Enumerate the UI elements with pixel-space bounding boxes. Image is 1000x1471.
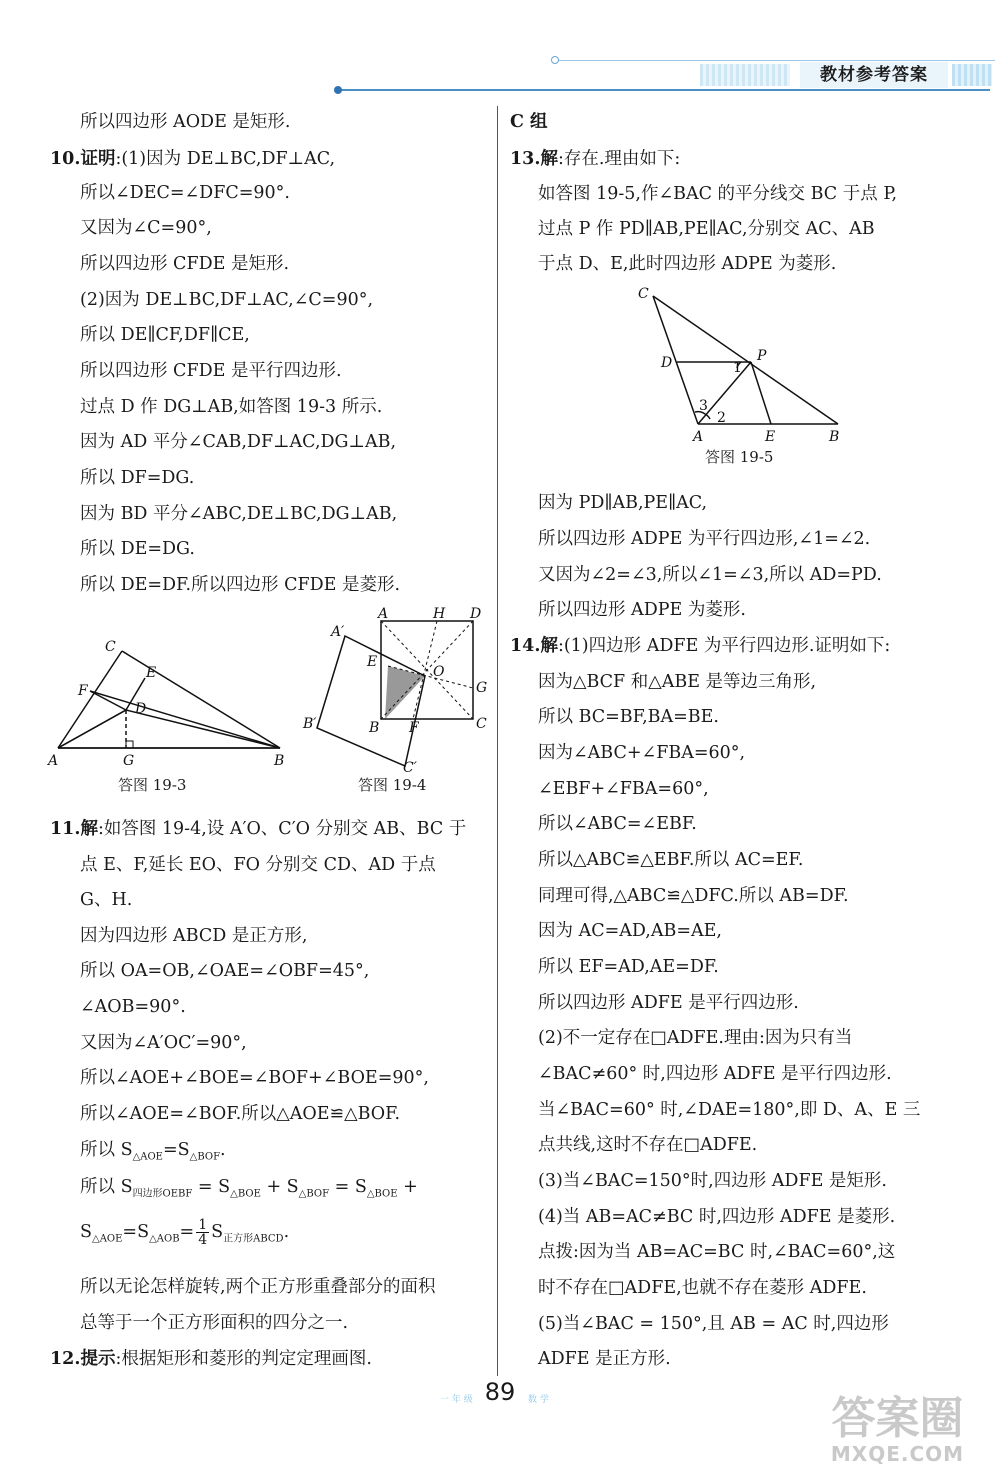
text-line: 过点 D 作 DG⊥AB,如答图 19-3 所示. (80, 397, 383, 417)
text-line: ∠EBF+∠FBA=60°, (538, 779, 709, 799)
column-divider (497, 106, 498, 1376)
text-line: 因为 PD∥AB,PE∥AC, (538, 493, 708, 513)
text-line: (2)因为 DE⊥BC,DF⊥AC,∠C=90°, (80, 290, 374, 310)
text-line: 所以 DE∥CF,DF∥CE, (80, 325, 250, 345)
label-H: H (433, 606, 446, 622)
text-line: 所以四边形 CFDE 是平行四边形. (80, 361, 342, 381)
label-C: C (476, 716, 487, 732)
label-B: B (829, 429, 840, 444)
text-line: 因为 AD 平分∠CAB,DF⊥AC,DG⊥AB, (80, 432, 397, 452)
text-line: :如答图 19-4,设 A′O、C′O 分别交 AB、BC 于 (97, 819, 467, 839)
figure-19-3 (40, 631, 290, 776)
text-line: 总等于一个正方形面积的四分之一. (80, 1313, 349, 1333)
text-line: 所以△ABC≌△EBF.所以 AC=EF. (538, 850, 804, 870)
label-F: F (78, 683, 88, 699)
label-F: F (409, 720, 419, 736)
text-line: 又因为∠C=90°, (80, 218, 212, 238)
header-title: 教材参考答案 (800, 62, 948, 88)
label-B: B (274, 753, 285, 769)
label-C: C (105, 639, 116, 655)
question-number: 10.证明 (50, 149, 116, 169)
figure-19-5 (633, 284, 853, 449)
header-pattern-band-right (952, 64, 992, 86)
header-dot-hollow (551, 56, 559, 64)
text-line: 时不存在□ADFE,也就不存在菱形 ADFE. (538, 1278, 867, 1298)
text-line: 所以∠AOE=∠BOF.所以△AOE≌△BOF. (80, 1104, 401, 1124)
text-line: 所以∠DEC=∠DFC=90°. (80, 183, 290, 203)
text-line: 过点 P 作 PD∥AB,PE∥AC,分别交 AC、AB (538, 219, 875, 239)
watermark-text: 答案圈 (831, 1393, 964, 1444)
formula-line: $S_{\triangle AOE}=S_{\triangle AOB}=$ $\frac{1}{4}$ $S_{正方形ABCD}$. (80, 1217, 290, 1248)
text-line: 所以无论怎样旋转,两个正方形重叠部分的面积 (80, 1277, 436, 1297)
label-E: E (765, 429, 776, 444)
fraction: $\frac{1}{4}$ (198, 1217, 208, 1248)
text-line: 所以 DE=DF.所以四边形 CFDE 是菱形. (80, 575, 401, 595)
watermark-url: MXQE.COM (830, 1442, 965, 1466)
question-number: 12.提示 (50, 1349, 116, 1369)
text-line: ADFE 是正方形. (538, 1349, 671, 1369)
text-line: ∠AOB=90°. (80, 997, 186, 1017)
header-pattern-band (700, 64, 790, 86)
question-10 (50, 147, 335, 171)
text-line: :(1)因为 DE⊥BC,DF⊥AC, (115, 149, 336, 169)
text-line: 因为四边形 ABCD 是正方形, (80, 926, 308, 946)
text-line: 因为△BCF 和△ABE 是等边三角形, (538, 672, 817, 692)
text-line: 当∠BAC=60° 时,∠DAE=180°,即 D、A、E 三 (538, 1100, 921, 1120)
text-line: (5)当∠BAC = 150°,且 AB = AC 时,四边形 (538, 1314, 889, 1334)
text-line: :根据矩形和菱形的判定定理画图. (115, 1349, 372, 1369)
text-line: 所以 BC=BF,BA=BE. (538, 707, 719, 727)
label-G: G (123, 753, 135, 769)
text-line: 所以四边形 AODE 是矩形. (80, 112, 291, 132)
label-D: D (661, 355, 673, 371)
label-A: A (378, 606, 389, 622)
page-number-decoration-left: 一 年 级 (440, 1395, 473, 1405)
text-line: 所以 EF=AD,AE=DF. (538, 957, 719, 977)
question-number: 13.解 (510, 149, 558, 169)
label-A-prime: A′ (331, 624, 345, 640)
text-line: 因为 BD 平分∠ABC,DE⊥BC,DG⊥AB, (80, 504, 398, 524)
text-line: 所以四边形 ADFE 是平行四边形. (538, 993, 799, 1013)
question-11 (50, 817, 466, 841)
page-number: 89 (484, 1378, 516, 1406)
label-angle-2: 2 (717, 410, 726, 426)
label-P: P (757, 348, 767, 364)
text-line: (3)当∠BAC=150°时,四边形 ADFE 是矩形. (538, 1171, 887, 1191)
watermark-logo (800, 1395, 995, 1469)
question-number: 14.解 (510, 636, 558, 656)
question-12 (50, 1347, 372, 1371)
question-14 (510, 634, 890, 658)
label-D: D (135, 701, 147, 717)
text-line: G、H. (80, 890, 133, 910)
text-line: 所以 DE=DG. (80, 539, 195, 559)
text-line: ∠BAC≠60° 时,四边形 ADFE 是平行四边形. (538, 1064, 892, 1084)
text-line: 又因为∠2=∠3,所以∠1=∠3,所以 AD=PD. (538, 565, 882, 585)
text-line: 所以∠AOE+∠BOE=∠BOF+∠BOE=90°, (80, 1068, 429, 1088)
text-line: 点 E、F,延长 EO、FO 分别交 CD、AD 于点 (80, 855, 436, 875)
label-B: B (369, 720, 380, 736)
header-rule (338, 89, 990, 91)
text-line: :(1)四边形 ADFE 为平行四边形.证明如下: (557, 636, 891, 656)
label-E: E (367, 654, 378, 670)
label-B-prime: B′ (303, 716, 317, 732)
text-line: 因为 AC=AD,AB=AE, (538, 921, 722, 941)
text-line: 所以四边形 CFDE 是矩形. (80, 254, 290, 274)
text-line: 因为∠ABC+∠FBA=60°, (538, 743, 746, 763)
text-line: (2)不一定存在□ADFE.理由:因为只有当 (538, 1028, 853, 1048)
question-number: 11.解 (50, 819, 98, 839)
label-D: D (470, 606, 482, 622)
formula-line: 所以 $S_{\triangle AOE}=S_{\triangle BOF}$. (80, 1140, 226, 1163)
label-C-prime: C′ (403, 760, 417, 776)
text-line: (4)当 AB=AC≠BC 时,四边形 ADFE 是菱形. (538, 1207, 896, 1227)
text-line: 于点 D、E,此时四边形 ADPE 为菱形. (538, 254, 837, 274)
header-dot (334, 86, 342, 94)
label-angle-3: 3 (699, 398, 708, 414)
figure-19-4 (295, 606, 495, 781)
formula-line: 所以 $S_{四边形OEBF} = S_{\triangle BOE} + S_{\triangle BOF} = S_{\triangle BOE}$ + (80, 1177, 418, 1200)
text-line: 所以四边形 ADPE 为菱形. (538, 600, 746, 620)
label-O: O (433, 664, 445, 680)
text-line: 点拨:因为当 AB=AC=BC 时,∠BAC=60°,这 (538, 1242, 896, 1262)
label-C: C (638, 286, 649, 302)
label-A: A (693, 429, 704, 444)
header-rule-thin (555, 60, 995, 61)
label-G: G (476, 680, 488, 696)
question-13 (510, 147, 680, 171)
figure-caption: 答图 19-4 (358, 776, 427, 794)
text-line: 所以 DF=DG. (80, 468, 195, 488)
text-line: 所以四边形 ADPE 为平行四边形,∠1=∠2. (538, 529, 871, 549)
text-line: 所以∠ABC=∠EBF. (538, 814, 697, 834)
text-line: 所以 OA=OB,∠OAE=∠OBF=45°, (80, 961, 370, 981)
text-line: 又因为∠A′OC′=90°, (80, 1033, 247, 1053)
text-line: 如答图 19-5,作∠BAC 的平分线交 BC 于点 P, (538, 184, 898, 204)
figure-caption: 答图 19-5 (705, 448, 774, 466)
text-line: :存在.理由如下: (557, 149, 681, 169)
text-line: 同理可得,△ABC≌△DFC.所以 AB=DF. (538, 886, 849, 906)
figure-caption: 答图 19-3 (118, 776, 187, 794)
group-heading: C 组 (510, 112, 548, 132)
page-number-decoration-right: 数 学 (528, 1395, 549, 1405)
text-line: 点共线,这时不存在□ADFE. (538, 1135, 758, 1155)
label-E: E (146, 665, 157, 681)
label-A: A (48, 753, 59, 769)
label-angle-1: 1 (733, 360, 742, 376)
